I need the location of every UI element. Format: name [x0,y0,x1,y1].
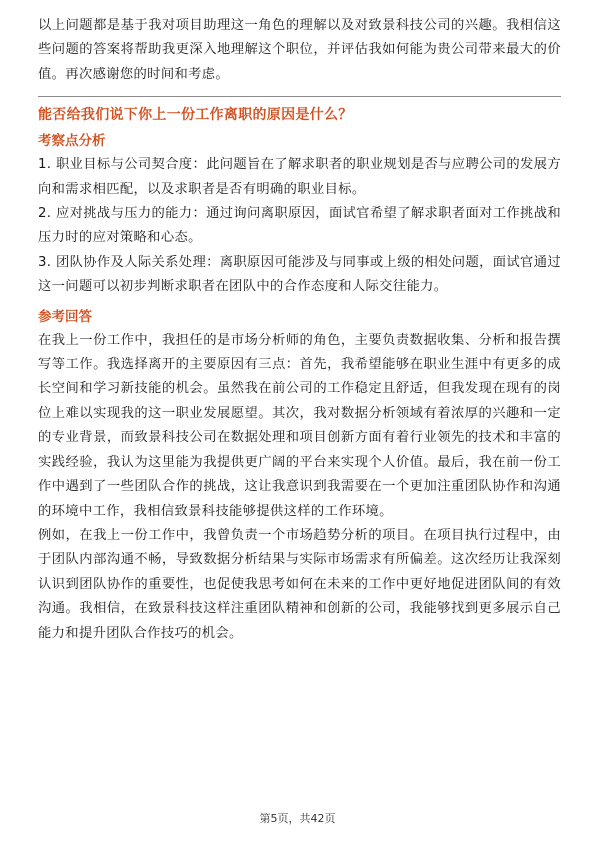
answer-paragraph: 例如，在我上一份工作中，我曾负责一个市场趋势分析的项目。在项目执行过程中，由于团队内部沟通不畅，导致数据分析结果与实际市场需求有所偏差。这次经历让我深刻认识到团队协作的重要性，也促使我思考如何在未来的工作中更好地促进团队间的有效沟通。我相信，在致景科技这样注重团队精神和创新的公司，我能够找到更多展示自己能力和提升团队合作技巧的机会。 [38,527,561,641]
page-number: 第5页，共42页 [259,812,336,825]
intro-paragraph: 以上问题都是基于我对项目助理这一角色的理解以及对致景科技公司的兴趣。我相信这些问题的答案将帮助我更深入地理解这个职位，并评估我如何能为贵公司带来最大的价值。再次感谢您的时间和考虑。 [38,18,561,82]
analysis-heading: 考察点分析 [38,133,106,150]
analysis-item: 1. 职业目标与公司契合度：此问题旨在了解求职者的职业规划是否与应聘公司的发展方向和需求相匹配，以及求职者是否有明确的职业目标。 [38,157,561,197]
answer-paragraph: 在我上一份工作中，我担任的是市场分析师的角色，主要负责数据收集、分析和报告撰写等工作。我选择离开的主要原因有三点：首先，我希望能够在职业生涯中有更多的成长空间和学习新技能的机会。虽然我在前公司的工作稳定且舒适，但我发现在现有的岗位上难以实现我的这一职业发展愿望。其次，我对数据分析领域有着浓厚的兴趣和一定的专业背景，而致景科技公司在数据处理和项目创新方面有着行业领先的技术和丰富的实践经验，我认为这里能为我提供更广阔的平台来实现个人价值。最后，我在前一份工作中遇到了一些团队合作的挑战，这让我意识到我需要在一个更加注重团队协作和沟通的环境中工作，我相信致景科技能够提供这样的工作环境。 [38,332,561,519]
analysis-item: 2. 应对挑战与压力的能力：通过询问离职原因，面试官希望了解求职者面对工作挑战和压力时的应对策略和心态。 [38,206,561,246]
section-divider [38,96,561,97]
analysis-item: 3. 团队协作及人际关系处理：离职原因可能涉及与同事或上级的相处问题，面试官通过这一问题可以初步判断求职者在团队中的合作态度和人际交往能力。 [38,254,561,295]
question-title: 能否给我们说下你上一份工作离职的原因是什么？ [38,107,353,124]
page-content [38,14,561,646]
answer-heading: 参考回答 [38,308,92,325]
